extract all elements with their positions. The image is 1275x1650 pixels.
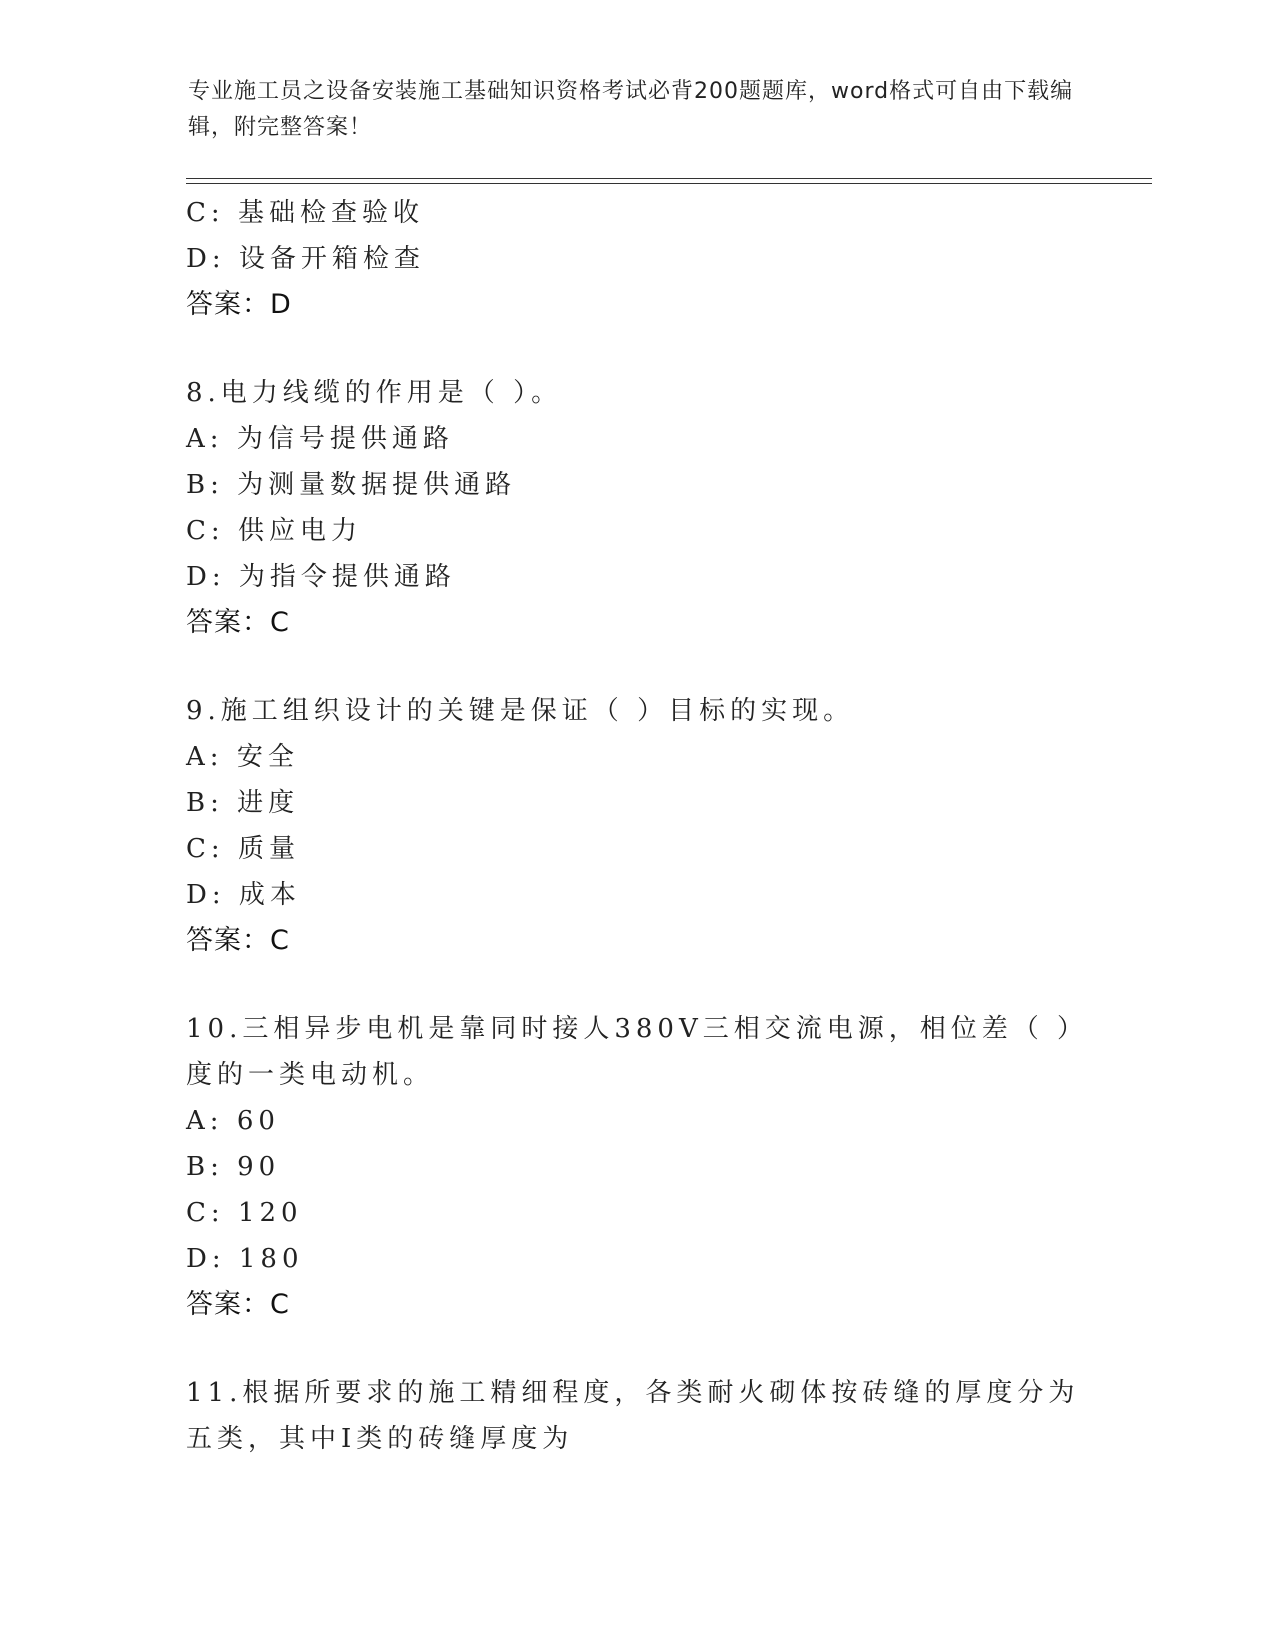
option-line: D: 为指令提供通路: [186, 562, 456, 592]
option-line: B: 进度: [186, 788, 300, 818]
header-divider-bottom: [186, 183, 1152, 184]
option-line: A: 安全: [186, 742, 299, 772]
header-divider-top: [186, 178, 1152, 179]
answer-line: 答案：C: [186, 1289, 290, 1320]
document-header: 专业施工员之设备安装施工基础知识资格考试必背200题题库，word格式可自由下载编辑，附完整答案！: [188, 79, 1074, 140]
option-line: C: 基础检查验收: [186, 198, 424, 228]
option-line: D: 180: [186, 1244, 304, 1274]
question-text: 9.施工组织设计的关键是保证（ ）目标的实现。: [186, 696, 855, 726]
option-line: A: 为信号提供通路: [186, 424, 454, 454]
option-line: C: 供应电力: [186, 516, 362, 546]
option-line: B: 90: [186, 1152, 281, 1182]
answer-line: 答案：C: [186, 607, 290, 638]
option-line: D: 设备开箱检查: [186, 244, 425, 274]
option-line: C: 120: [186, 1198, 303, 1228]
option-line: C: 质量: [186, 834, 300, 864]
question-text: 8.电力线缆的作用是（ ）。: [186, 378, 563, 408]
answer-line: 答案：C: [186, 925, 290, 956]
question-content: [186, 190, 1086, 1462]
question-text: 10.三相异步电机是靠同时接人380V三相交流电源，相位差（ ）度的一类电动机。: [186, 1014, 1076, 1090]
option-line: A: 60: [186, 1106, 280, 1136]
answer-line: 答案：D: [186, 289, 292, 320]
option-line: B: 为测量数据提供通路: [186, 470, 517, 500]
option-line: D: 成本: [186, 880, 301, 910]
question-text: 11.根据所要求的施工精细程度，各类耐火砌体按砖缝的厚度分为五类，其中Ⅰ类的砖缝厚度为: [186, 1378, 1080, 1454]
